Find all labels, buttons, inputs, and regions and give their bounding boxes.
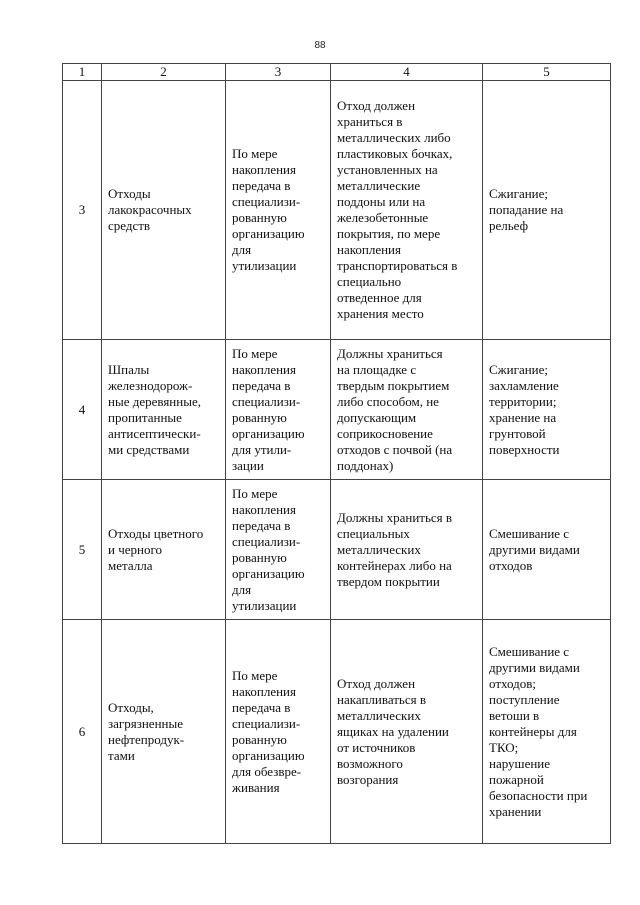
waste-type-cell: Отходы, загрязненные нефтепродук- тами xyxy=(102,620,226,844)
storage-conditions-cell: Должны храниться в специальных металлических контейнерах либо на твердом покрытии xyxy=(331,480,483,620)
violations-cell: Сжигание; захламление территории; хранение на грунтовой поверхности xyxy=(483,340,611,480)
header-cell-3: 3 xyxy=(226,64,331,81)
table-row xyxy=(63,620,611,844)
waste-type-cell: Отходы цветного и черного металла xyxy=(102,480,226,620)
header-cell-2: 2 xyxy=(102,64,226,81)
row-number: 5 xyxy=(63,480,102,620)
table-row xyxy=(63,480,611,620)
handling-cell: По мере накопления передача в специализи- рованную организацию для утилизации xyxy=(226,81,331,340)
row-number: 3 xyxy=(63,81,102,340)
handling-cell: По мере накопления передача в специализи- рованную организацию для утилизации xyxy=(226,480,331,620)
violations-cell: Смешивание с другими видами отходов; поступление ветоши в контейнеры для ТКО; нарушение пожарной безопасности при хранении xyxy=(483,620,611,844)
storage-conditions-cell: Отход должен храниться в металлических либо пластиковых бочках, установленных на металлические поддоны или на железобетонные покрытия, по мере накопления транспортироваться в специально отведенное для хранения место xyxy=(331,81,483,340)
table-header-row xyxy=(63,64,611,81)
storage-conditions-cell: Должны храниться на площадке с твердым покрытием либо способом, не допускающим соприкосновение отходов с почвой (на поддонах) xyxy=(331,340,483,480)
storage-conditions-cell: Отход должен накапливаться в металлических ящиках на удалении от источников возможного возгорания xyxy=(331,620,483,844)
page-number: 88 xyxy=(314,40,326,51)
header-cell-1: 1 xyxy=(63,64,102,81)
waste-table xyxy=(62,63,611,844)
handling-cell: По мере накопления передача в специализи- рованную организацию для обезвре- живания xyxy=(226,620,331,844)
violations-cell: Сжигание; попадание на рельеф xyxy=(483,81,611,340)
violations-cell: Смешивание с другими видами отходов xyxy=(483,480,611,620)
table-row xyxy=(63,340,611,480)
waste-type-cell: Отходы лакокрасочных средств xyxy=(102,81,226,340)
header-cell-4: 4 xyxy=(331,64,483,81)
header-cell-5: 5 xyxy=(483,64,611,81)
handling-cell: По мере накопления передача в специализи- рованную организацию для утили- зации xyxy=(226,340,331,480)
row-number: 6 xyxy=(63,620,102,844)
table-row xyxy=(63,81,611,340)
waste-type-cell: Шпалы железнодорож- ные деревянные, пропитанные антисептически- ми средствами xyxy=(102,340,226,480)
row-number: 4 xyxy=(63,340,102,480)
